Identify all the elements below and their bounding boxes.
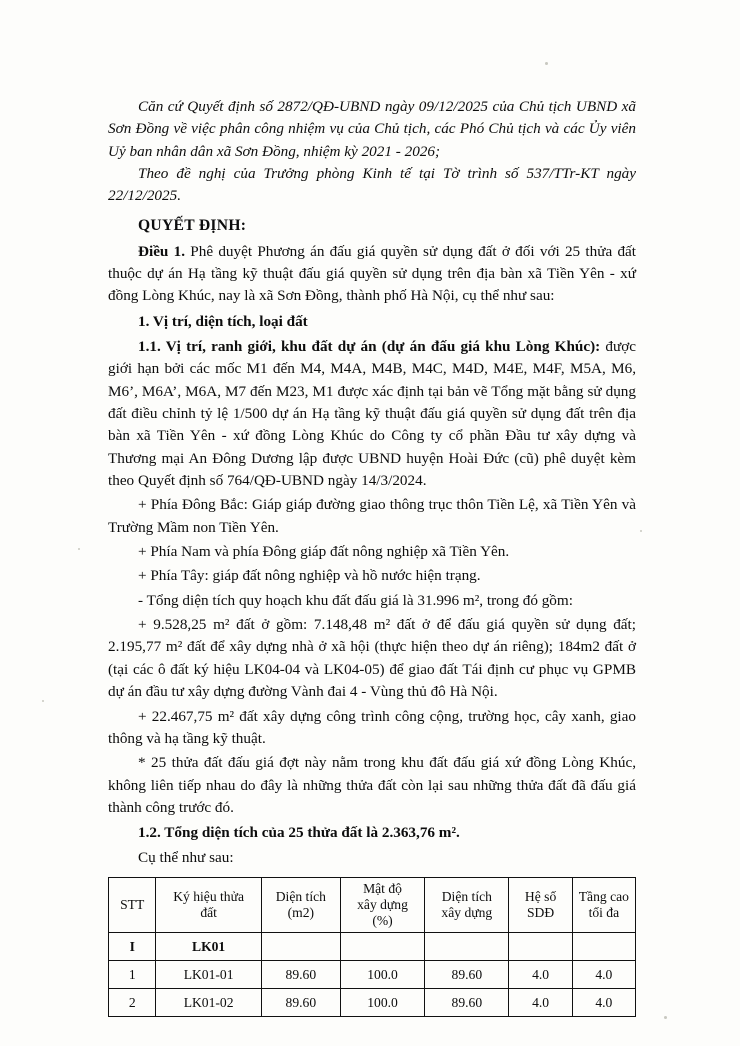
decision-heading: QUYẾT ĐỊNH: [138, 216, 247, 234]
header-coefficient-line2: SDĐ [527, 904, 555, 920]
row-build-area: 89.60 [425, 989, 509, 1017]
header-density-line3: (%) [372, 912, 393, 928]
total-area-line: - Tổng diện tích quy hoạch khu đất đấu giá là 31.996 m², trong đó gồm: [138, 591, 573, 609]
row-build-area: 89.60 [425, 961, 509, 989]
header-coefficient-line1: Hệ số [524, 888, 557, 904]
article-1-paragraph [108, 241, 636, 308]
document-body [108, 96, 636, 1017]
header-land-use-coefficient [509, 877, 572, 932]
row-max-floors: 4.0 [572, 989, 635, 1017]
scan-speck [42, 700, 44, 702]
table-intro: Cụ thể như sau: [138, 848, 234, 866]
section-1-1-text: được giới hạn bởi các mốc M1 đến M4, M4A, M4B, M4C, M4D, M4E, M4F, M5A, M6, M6’, M6A’, M6A, M7 đến M23, M1 được xác định tại bản vẽ Tổng mặt bằng sử dụng đất điều chỉnh tỷ lệ 1/500 dự án Hạ tầng kỹ thuật đấu giá quyền sử dụng đất trên địa bàn xã Tiền Yên - xứ đồng Lòng Khúc do Công ty cổ phần Đầu tư xây dựng và Thương mại An Đông Dương lập được UBND huyện Hoài Đức (cũ) phê duyệt kèm theo Quyết định số 764/QĐ-UBND ngày 14/3/2024. [108, 338, 636, 490]
auction-note-line: * 25 thửa đất đấu giá đợt này nằm trong khu đất đấu giá xứ đồng Lòng Khúc, không liên tiếp nhau do đây là những thửa đất còn lại sau những thửa đất đã đấu giá thành công trước đó. [108, 754, 636, 816]
article-1-label: Điều 1. [138, 242, 186, 260]
row-area: 89.60 [261, 961, 340, 989]
residential-area-line: + 9.528,25 m² đất ở gồm: 7.148,48 m² đất ở để đấu giá quyền sử dụng đất; 2.195,77 m² đất để xây dựng nhà ở xã hội (thực hiện theo dự án riêng); 184m2 đất ở (tại các ô đất ký hiệu LK04-04 và LK04-05) để giao đất Tái định cư phục vụ GPMB dự án đầu tư xây dựng đường Vành đai 4 - Vùng thủ đô Hà Nội. [108, 616, 636, 701]
header-parcel-code [156, 877, 261, 932]
group-row-stt: I [109, 933, 156, 961]
group-row-build-area [425, 933, 509, 961]
section-1-1-paragraph [108, 336, 636, 492]
group-row-label: LK01 [156, 933, 261, 961]
scan-speck [545, 62, 548, 65]
header-build-area-line2: xây dựng [441, 904, 493, 920]
row-density: 100.0 [340, 989, 424, 1017]
row-parcel-code: LK01-02 [156, 989, 261, 1017]
public-works-area-line: + 22.467,75 m² đất xây dựng công trình công cộng, trường học, cây xanh, giao thông và hạ tầng kỹ thuật. [108, 707, 636, 747]
group-row-coefficient [509, 933, 572, 961]
boundary-south-east: + Phía Nam và phía Đông giáp đất nông nghiệp xã Tiền Yên. [138, 543, 510, 561]
table-group-row [109, 933, 636, 961]
row-max-floors: 4.0 [572, 961, 635, 989]
header-parcel-code-line1: Ký hiệu thửa [173, 888, 245, 904]
group-row-density [340, 933, 424, 961]
section-1-heading: 1. Vị trí, diện tích, loại đất [138, 312, 308, 330]
header-build-area [425, 877, 509, 932]
section-1-1-label: 1.1. Vị trí, ranh giới, khu đất dự án (dự án đấu giá khu Lòng Khúc): [138, 338, 601, 356]
preamble-paragraph-1: Căn cứ Quyết định số 2872/QĐ-UBND ngày 09/12/2025 của Chủ tịch UBND xã Sơn Đồng về việc phân công nhiệm vụ của Chủ tịch, các Phó Chủ tịch và các Ủy viên Uỷ ban nhân dân xã Sơn Đồng, nhiệm kỳ 2021 - 2026; [108, 98, 636, 160]
header-density [340, 877, 424, 932]
header-density-line2: xây dựng [357, 896, 408, 912]
row-coefficient: 4.0 [509, 961, 572, 989]
scan-speck [640, 530, 642, 532]
row-area: 89.60 [261, 989, 340, 1017]
header-area-line2: (m2) [287, 904, 315, 920]
scan-speck [664, 1016, 667, 1019]
preamble-paragraph-2: Theo đề nghị của Trưởng phòng Kinh tế tại Tờ trình số 537/TTr-KT ngày 22/12/2025. [108, 165, 636, 205]
table-row [109, 989, 636, 1017]
row-coefficient: 4.0 [509, 989, 572, 1017]
boundary-west: + Phía Tây: giáp đất nông nghiệp và hồ nước hiện trạng. [138, 567, 481, 585]
table-row [109, 961, 636, 989]
land-parcels-table [108, 877, 636, 1017]
table-header-row [109, 877, 636, 932]
group-row-floors [572, 933, 635, 961]
table-body [109, 933, 636, 1017]
row-density: 100.0 [340, 961, 424, 989]
row-parcel-code: LK01-01 [156, 961, 261, 989]
row-stt: 2 [109, 989, 156, 1017]
header-max-floors-line1: Tầng cao [578, 888, 629, 904]
boundary-northeast: + Phía Đông Bắc: Giáp giáp đường giao thông trục thôn Tiền Lệ, xã Tiền Yên và Trường Mầm non Tiền Yên. [108, 496, 636, 536]
row-stt: 1 [109, 961, 156, 989]
header-area-line1: Diện tích [275, 888, 326, 904]
header-parcel-code-line2: đất [200, 904, 217, 920]
section-1-2-heading: 1.2. Tổng diện tích của 25 thửa đất là 2.363,76 m². [138, 824, 460, 842]
header-area [261, 877, 340, 932]
header-build-area-line1: Diện tích [441, 888, 492, 904]
article-1-text: Phê duyệt Phương án đấu giá quyền sử dụng đất ở đối với 25 thửa đất thuộc dự án Hạ tầng kỹ thuật đấu giá quyền sử dụng trên địa bàn xã Tiền Yên - xứ đồng Lòng Khúc, nay là xã Sơn Đồng, thành phố Hà Nội, cụ thể như sau: [108, 242, 636, 305]
header-stt: STT [109, 877, 156, 932]
header-max-floors [572, 877, 635, 932]
header-density-line1: Mật độ [363, 880, 402, 896]
scan-speck [78, 548, 80, 550]
group-row-area [261, 933, 340, 961]
header-max-floors-line2: tối đa [588, 904, 620, 920]
